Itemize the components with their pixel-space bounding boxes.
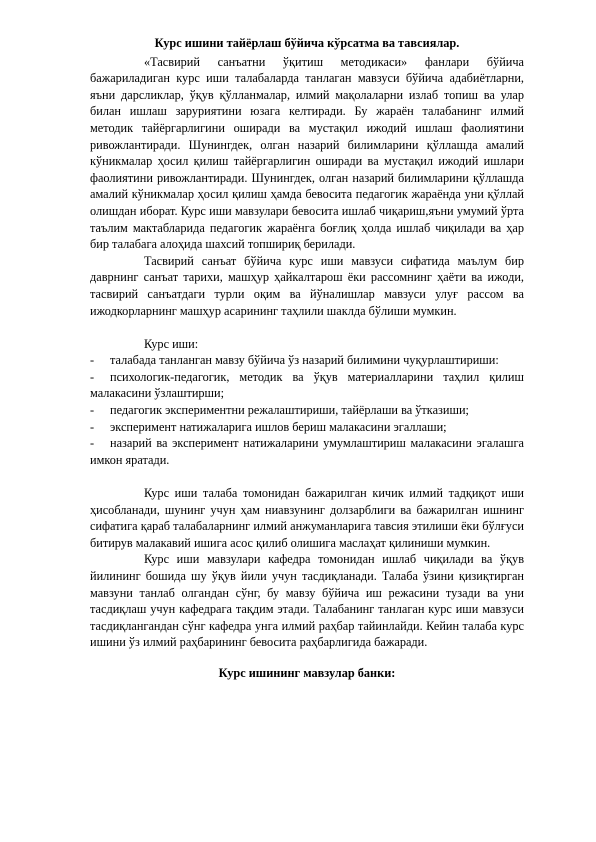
list-dash: -	[90, 353, 95, 368]
list-item	[90, 352, 524, 369]
list-dash: -	[90, 419, 95, 434]
document-title: Курс ишини тайёрлаш бўйича кўрсатма ва тавсиялар.	[154, 36, 460, 50]
paragraph-department: Курс иши мавзулари кафедра томонидан ишлаб чиқилади ва ўқув йилининг бошида шу ўқув йили учун тасдиқланади. Талаба ўзини қизиқтирган мавзуни танлаб олгандан сўнг, бу мавзу бўйича иш режасини тузади ва уни тасдиқлаш учун кафедрага тақдим этади. Талабанинг танлаган курс иши мавзуси тасдиқлангандан сўнг кафедра унга илмий раҳбар тайинлайди. Кейин талаба курс ишини ўз илмий раҳбарининг бевосита раҳбарлигида бажаради.	[90, 552, 524, 650]
list-item	[90, 402, 524, 419]
list-item-text: эксперимент натижаларига ишлов бериш малакасини эгаллаши;	[110, 419, 447, 434]
list-item	[90, 419, 524, 436]
list-item-text: назарий ва эксперимент натижаларини умумлаштириш малакасини эгалашга имкон яратади.	[90, 436, 524, 467]
list-intro: Курс иши:	[144, 336, 199, 351]
list-item-text: талабада танланган мавзу бўйича ўз назарий билимини чуқурлаштириши:	[110, 353, 499, 368]
list-dash: -	[90, 436, 95, 451]
spacer	[90, 319, 524, 336]
topics-bank-heading: Курс ишининг мавзулар банки:	[218, 665, 396, 680]
list-dash: -	[90, 369, 95, 384]
spacer	[90, 468, 524, 485]
paragraph-topics: Тасвирий санъат бўйича курс иши мавзуси сифатида маълум бир даврнинг санъат тарихи, машҳур ҳайкалтарош ёки рассомнинг ҳаёти ва ижоди, тасвирий санъатдаги турли оқим ва йўналишлар мавзуси улуғ рассом ва ижодкорларнинг машҳур асарининг таҳлили шаклда бўлиши мумкин.	[90, 253, 524, 318]
list-item-text: педагогик экспериментни режалаштириши, тайёрлаши ва ўтказиши;	[110, 403, 469, 418]
paragraph-research: Курс иши талаба томонидан бажарилган кичик илмий тадқиқот иши ҳисобланади, шунинг учун ҳам ниавзунинг долзарблиги ва бажарилган ишнинг сифатига қараб талабаларнинг илмий анжуманларига тавсия этилиши ёки бўлғуси битирув малакавий ишига асос қилиб олишига маслаҳат қилиниши мумкин.	[90, 486, 524, 550]
list-item	[90, 369, 524, 402]
paragraph-intro: «Тасвирий санъатни ўқитиш методикаси» фанлари бўйича бажариладиган курс иши талабаларда танлаган мавзуси бўйича адабиётларни, яъни дарсликлар, ўқув қўлланмалар, илмий мақолаларни излаб топиш ва улар билан ишлаш заруриятини юзага келтиради. Бу жараён талабанинг илмий методик тайёргарлигини оширади ва мустақил ижодий ишлаш фаолиятини ривожлантиради. Шунингдек, олган назарий билимларини қўллашда амалий кўникмалар ҳосил қилиш тайёргарлигин оширади ва мустақил ижодий ишлари фаолиятини ривожлантиради. Шунингдек, олган назарий билимларини қўллашда амалий кўникмалар ҳосил қилиш ҳамда бевосита педагогик жараёнда уни қўллай олишдан иборат. Курс иши мавзулари бевосита ишлаб чиқариш,яъни умумий ўрта таълим мактабларида педагогик жараёнга боғлиқ ҳолда ишлаб чиқилади ва ҳар бир талабага алоҳида шахсий топшириқ берилади.	[90, 54, 524, 252]
list-dash: -	[90, 403, 95, 418]
list-item	[90, 435, 524, 468]
list-item-text: психологик-педагогик, методик ва ўқув материалларини таҳлил қилиш малакасини ўзлаштирши;	[90, 369, 524, 401]
